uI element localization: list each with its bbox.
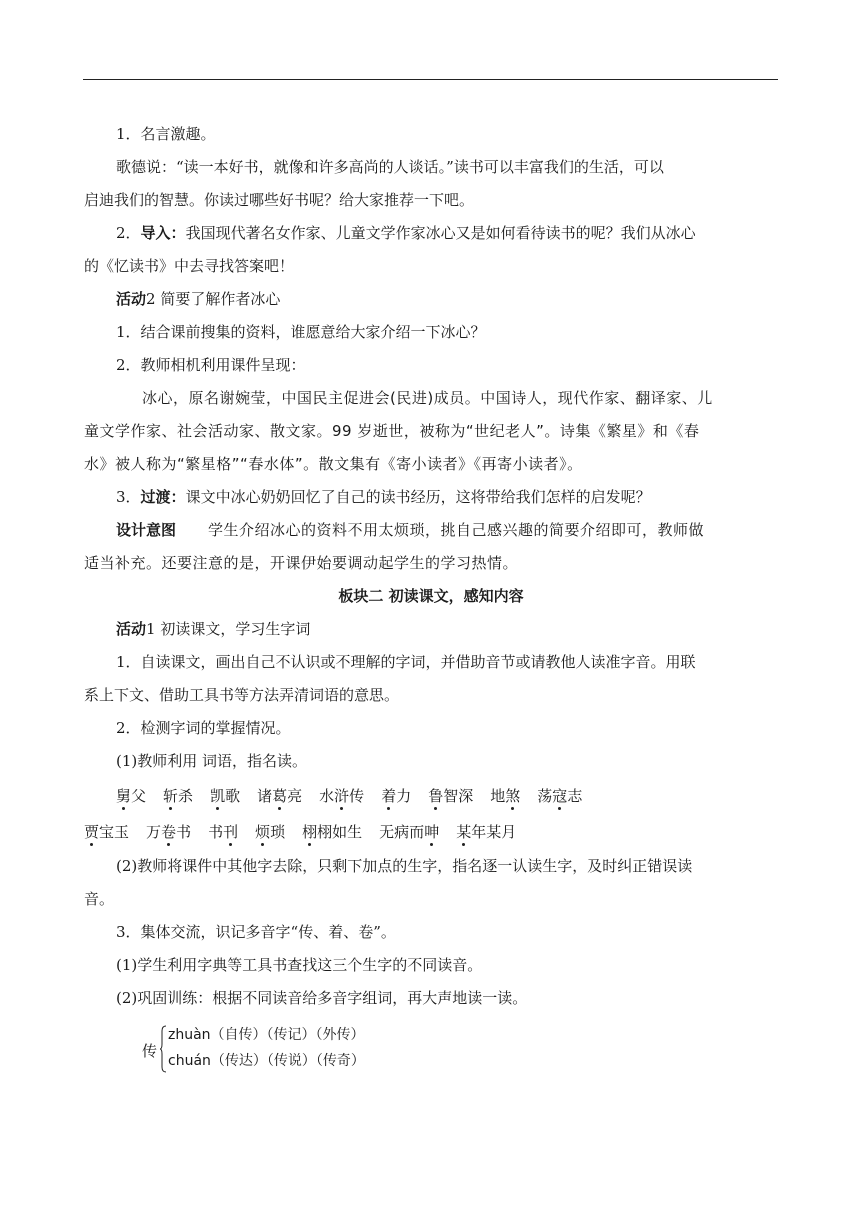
bold-label: 过渡： — [140, 488, 186, 506]
paragraph: (2)教师将课件中其他字去除，只剩下加点的生字，指名逐一认读生字，及时纠正错误读 — [116, 857, 693, 875]
polyphone-reading: zhuàn（自传）（传记）（外传） — [168, 1027, 365, 1043]
activity-heading — [84, 283, 778, 316]
list-number: 3． — [116, 488, 141, 506]
paragraph: (1)教师利用 词语，指名读。 — [116, 752, 308, 770]
vocab-word: 舅父 — [116, 778, 146, 814]
vocab-word: 无病而呻 — [379, 814, 439, 850]
paragraph: (2)巩固训练：根据不同读音给多音字组词，再大声地读一读。 — [116, 989, 528, 1007]
section-title: 板块二 初读课文，感知内容 — [338, 587, 524, 605]
vocab-word: 水浒传 — [319, 778, 364, 814]
paragraph: 歌德说：“读一本好书，就像和许多高尚的人谈话。”读书可以丰富我们的生活，可以 — [116, 158, 664, 176]
dotted-char: 栩 — [302, 814, 317, 850]
header-rule — [83, 79, 778, 80]
dotted-char: 寇 — [552, 778, 567, 814]
quote-text: 冰心，原名谢婉莹，中国民主促进会(民进)成员。中国诗人，现代作家、翻译家、儿 — [142, 389, 713, 407]
dotted-char: 某 — [456, 814, 471, 850]
text: 学生介绍冰心的资料不用太烦琐，挑自己感兴趣的简要介绍即可，教师做 — [208, 521, 705, 539]
text: 2 简要了解作者冰心 — [146, 290, 281, 308]
paragraph: 2．教师相机利用课件呈现： — [116, 356, 306, 374]
paragraph: 启迪我们的智慧。你读过哪些好书呢？给大家推荐一下吧。 — [84, 191, 475, 209]
vocab-word: 地煞 — [490, 778, 520, 814]
bold-label: 导入： — [140, 224, 186, 242]
polyphone-reading: chuán（传达）（传说）（传奇） — [168, 1053, 365, 1069]
paragraph: 音。 — [84, 890, 115, 908]
vocab-row — [84, 778, 778, 814]
vocab-word: 鲁智深 — [428, 778, 473, 814]
vocab-word: 栩栩如生 — [302, 814, 362, 850]
vocab-word: 斩杀 — [163, 778, 193, 814]
vocab-word: 书刊 — [208, 814, 238, 850]
text: 1 初读课文，学习生字词 — [146, 620, 311, 638]
dotted-char: 烦 — [255, 814, 270, 850]
dotted-char: 煞 — [505, 778, 520, 814]
text: 我国现代著名女作家、儿童文学作家冰心又是如何看待读书的呢？我们从冰心 — [185, 224, 696, 242]
paragraph: 2．检测字词的掌握情况。 — [116, 719, 291, 737]
vocab-word: 贾宝玉 — [84, 814, 129, 850]
bold-label: 设计意图 — [116, 521, 177, 539]
design-intent — [84, 514, 778, 547]
dotted-char: 卷 — [161, 814, 176, 850]
document-body — [84, 118, 778, 1081]
paragraph: 系上下文、借助工具书等方法弄清词语的意思。 — [84, 686, 400, 704]
paragraph — [84, 217, 778, 250]
activity-heading — [84, 613, 778, 646]
vocab-word: 万卷书 — [146, 814, 191, 850]
vocab-list — [84, 778, 778, 850]
dotted-char: 凯 — [210, 778, 225, 814]
bold-label: 活动 — [116, 290, 147, 308]
paragraph: 1．名言激趣。 — [116, 125, 216, 143]
paragraph: (1)学生利用字典等工具书查找这三个生字的不同读音。 — [116, 956, 483, 974]
dotted-char: 着 — [381, 778, 396, 814]
text: 课文中冰心奶奶回忆了自己的读书经历，这将带给我们怎样的启发呢？ — [185, 488, 651, 506]
dotted-char: 鲁 — [428, 778, 443, 814]
dotted-char: 舅 — [116, 778, 131, 814]
dotted-char: 葛 — [272, 778, 287, 814]
paragraph: 1．结合课前搜集的资料，谁愿意给大家介绍一下冰心？ — [116, 323, 486, 341]
paragraph — [84, 481, 778, 514]
paragraph: 的《忆读书》中去寻找答案吧！ — [84, 257, 295, 275]
vocab-word: 着力 — [381, 778, 411, 814]
vocab-row — [84, 814, 778, 850]
paragraph: 1．自读课文，画出自己不认识或不理解的字词，并借助音节或请教他人读准字音。用联 — [116, 653, 696, 671]
vocab-word: 荡寇志 — [537, 778, 582, 814]
polyphone-block — [84, 1023, 778, 1081]
quote-text: 童文学作家、社会活动家、散文家。99 岁逝世，被称为“世纪老人”。诗集《繁星》和《春 — [84, 422, 700, 440]
vocab-word: 诸葛亮 — [257, 778, 302, 814]
dotted-char: 浒 — [334, 778, 349, 814]
quote-text: 水》被人称为“繁星格”“春水体”。散文集有《寄小读者》《再寄小读者》。 — [84, 455, 583, 473]
bold-label: 活动 — [116, 620, 147, 638]
dotted-char: 斩 — [163, 778, 178, 814]
dotted-char: 刊 — [223, 814, 238, 850]
vocab-word: 某年某月 — [456, 814, 516, 850]
brace-icon — [160, 1025, 166, 1073]
list-number: 2． — [116, 224, 141, 242]
dotted-char: 呻 — [424, 814, 439, 850]
paragraph: 适当补充。还要注意的是，开课伊始要调动起学生的学习热情。 — [84, 554, 519, 572]
vocab-word: 凯歌 — [210, 778, 240, 814]
paragraph: 3．集体交流，识记多音字“传、着、卷”。 — [116, 923, 396, 941]
vocab-word: 烦琐 — [255, 814, 285, 850]
polyphone-char: 传 — [142, 1042, 158, 1060]
dotted-char: 贾 — [84, 814, 99, 850]
